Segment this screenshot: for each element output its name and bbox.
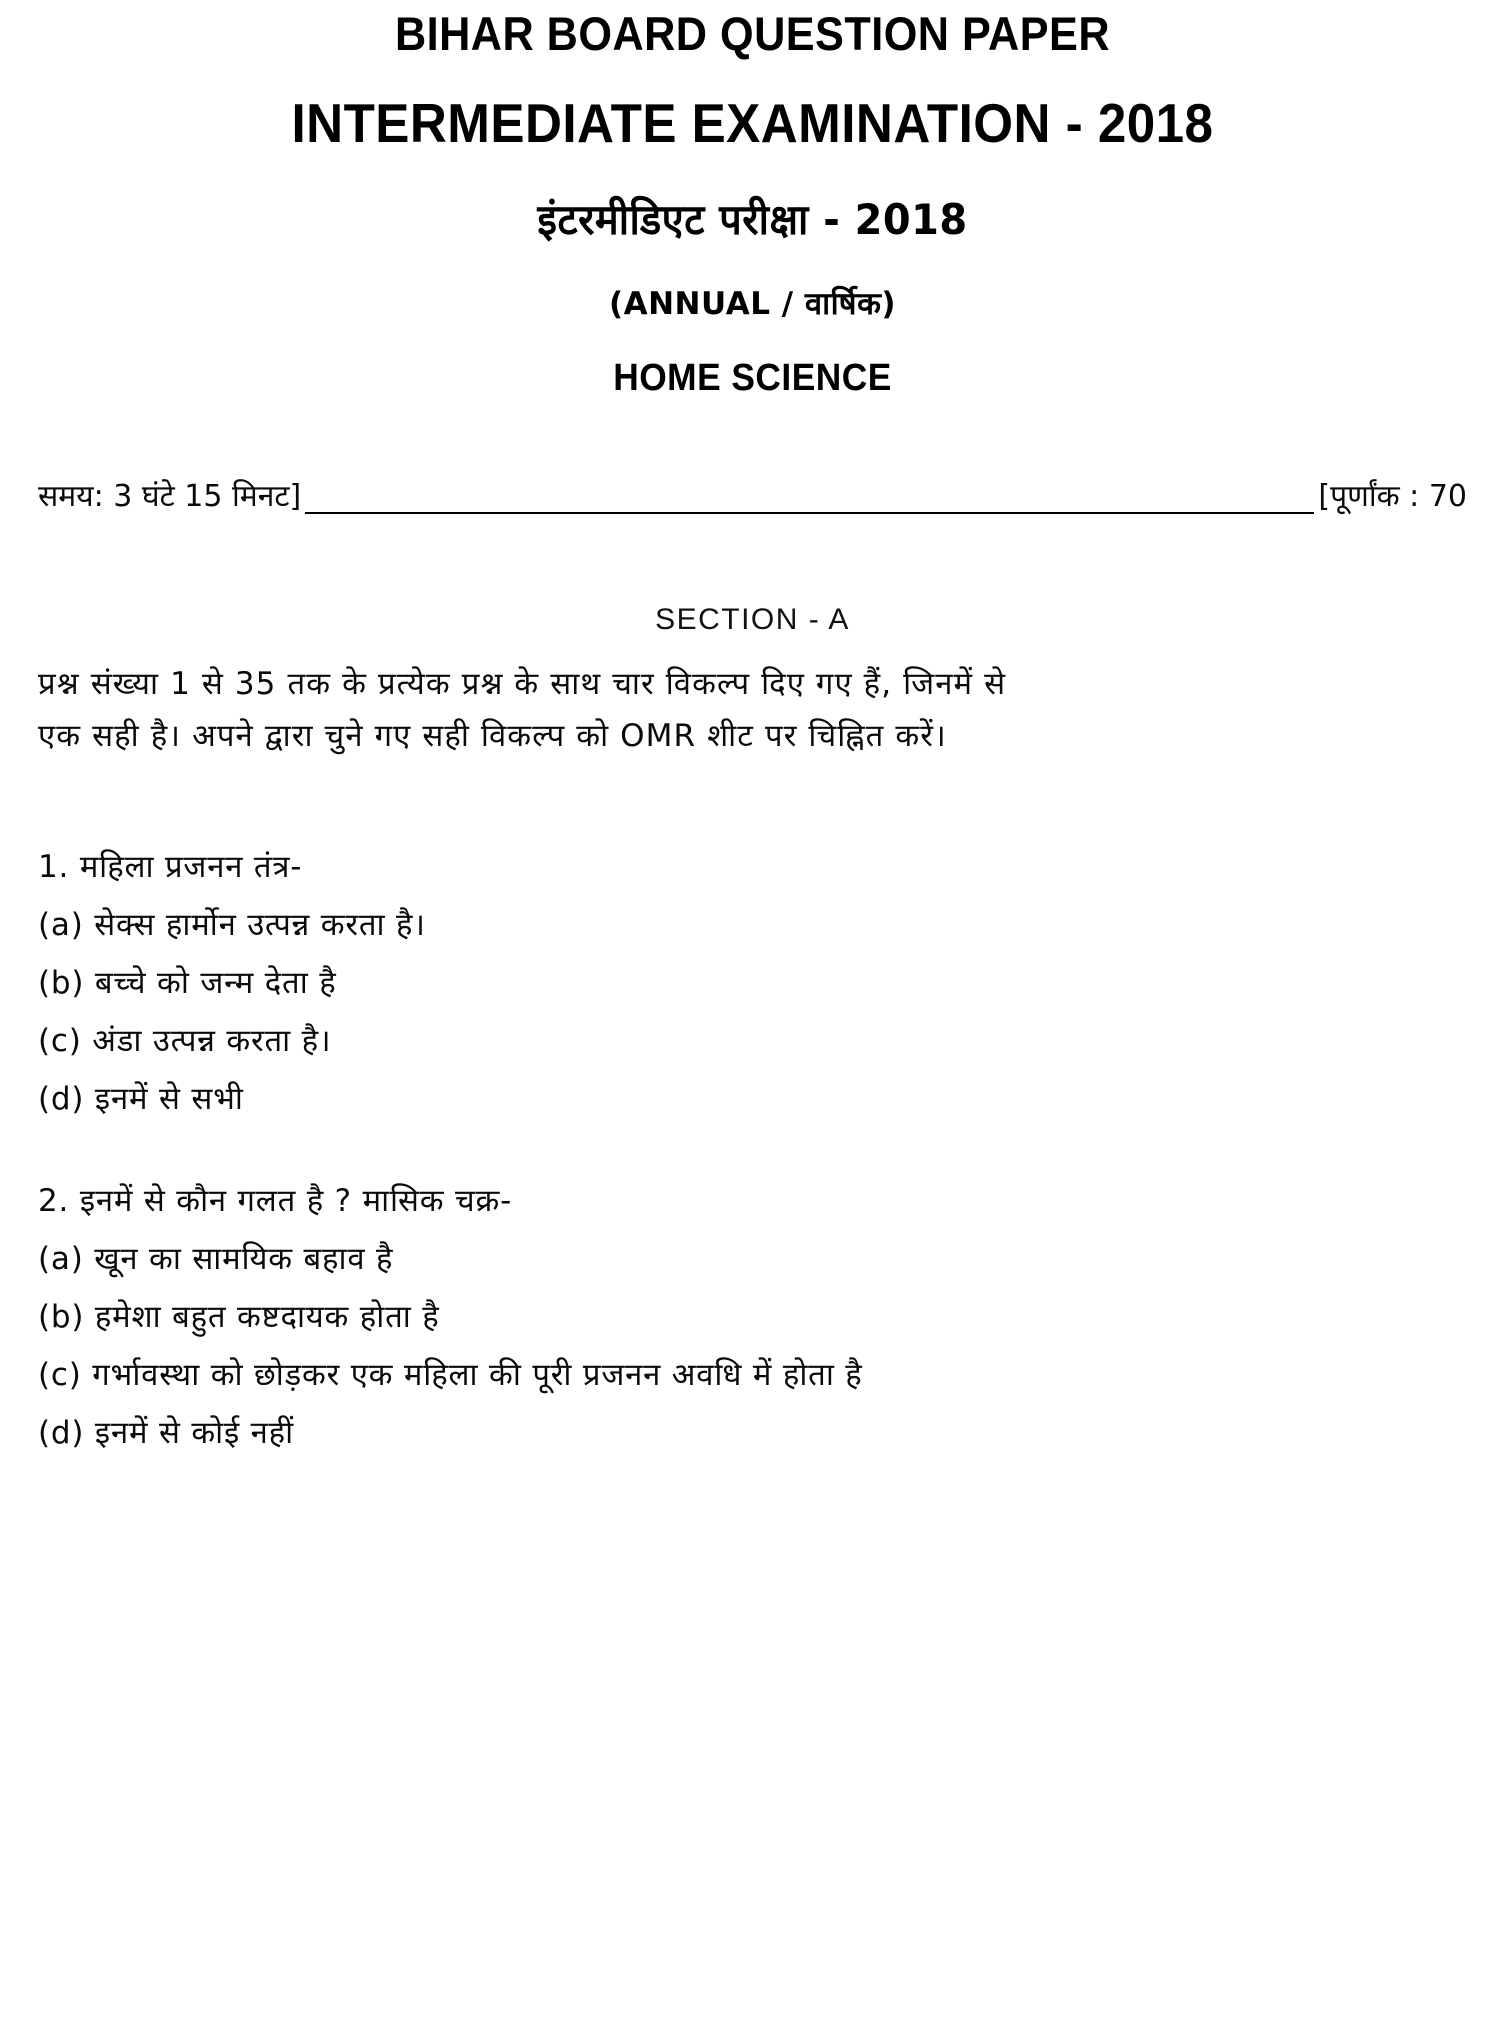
option-d[interactable]: (d) इनमें से सभी [38,1081,244,1117]
paper-title: BIHAR BOARD QUESTION PAPER [394,7,1111,60]
instructions-paragraph [38,658,1470,762]
exam-title-hindi: इंटरमीडिएट परीक्षा - 2018 [537,195,968,244]
instruction-line-1: प्रश्न संख्या 1 से 35 तक के प्रत्येक प्रश्न के साथ चार विकल्प दिए गए हैं, जिनमें से [38,666,1007,702]
questions-list [38,838,1470,1506]
question-text: 2. इनमें से कौन गलत है ? मासिक चक्र- [38,1183,513,1219]
question-item [38,1172,1470,1462]
exam-full-marks: [पूर्णांक : 70 [1314,474,1467,515]
option-b[interactable]: (b) हमेशा बहुत कष्टदायक होता है [38,1299,440,1335]
section-heading: SECTION - A [655,603,850,636]
option-a[interactable]: (a) सेक्स हार्मोन उत्पन्न करता है। [38,907,426,943]
question-text: 1. महिला प्रजनन तंत्र- [38,849,303,885]
instruction-line-2: एक सही है। अपने द्वारा चुने गए सही विकल्प को OMR शीट पर चिह्नित करें। [38,718,947,754]
exam-title: INTERMEDIATE EXAMINATION - 2018 [291,92,1214,154]
exam-duration: समय: 3 घंटे 15 मिनट] [38,474,305,515]
option-d[interactable]: (d) इनमें से कोई नहीं [38,1415,294,1451]
exam-meta-row [38,474,1467,518]
option-c[interactable]: (c) अंडा उत्पन्न करता है। [38,1023,332,1059]
exam-type: (ANNUAL / वार्षिक) [608,286,897,322]
question-item [38,838,1470,1128]
subject-title: HOME SCIENCE [613,357,892,399]
option-a[interactable]: (a) खून का सामयिक बहाव है [38,1241,394,1277]
option-b[interactable]: (b) बच्चे को जन्म देता है [38,965,337,1001]
option-c[interactable]: (c) गर्भावस्था को छोड़कर एक महिला की पूरी प्रजनन अवधि में होता है [38,1357,863,1393]
